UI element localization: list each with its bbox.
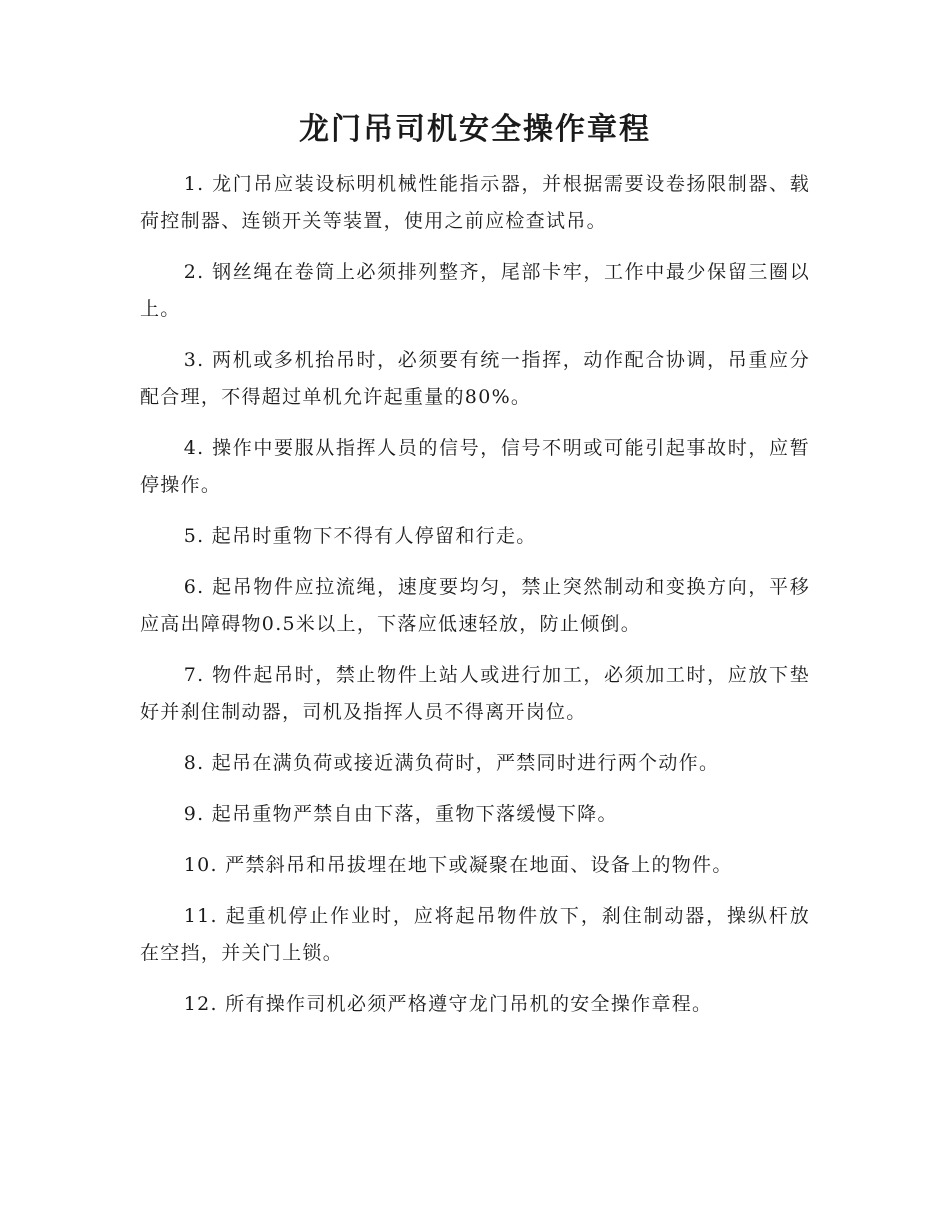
rule-item-9: 9. 起吊重物严禁自由下落，重物下落缓慢下降。 — [183, 803, 618, 825]
rule-item-11: 11. 起重机停止作业时，应将起吊物件放下，刹住制动器，操纵杆放在空挡，并关门上锁。 — [140, 905, 810, 964]
rule-item-7: 7. 物件起吊时，禁止物件上站人或进行加工，必须加工时，应放下垫好并刹住制动器，司机及指挥人员不得离开岗位。 — [140, 664, 810, 723]
rule-item-5: 5. 起吊时重物下不得有人停留和行走。 — [183, 525, 537, 547]
rule-item-4: 4. 操作中要服从指挥人员的信号，信号不明或可能引起事故时，应暂停操作。 — [140, 437, 810, 496]
rules-list — [140, 166, 810, 1037]
rule-item-6: 6. 起吊物件应拉流绳，速度要均匀，禁止突然制动和变换方向，平移应高出障碍物0.5米以上，下落应低速轻放，防止倾倒。 — [140, 576, 810, 635]
rule-item-10: 10. 严禁斜吊和吊拔埋在地下或凝聚在地面、设备上的物件。 — [183, 854, 733, 876]
rule-item-3: 3. 两机或多机抬吊时，必须要有统一指挥，动作配合协调，吊重应分配合理，不得超过单机允许起重量的80%。 — [140, 349, 810, 408]
rule-item-8: 8. 起吊在满负荷或接近满负荷时，严禁同时进行两个动作。 — [183, 752, 720, 774]
rule-item-1: 1. 龙门吊应装设标明机械性能指示器，并根据需要设卷扬限制器、载荷控制器、连锁开关等装置，使用之前应检查试吊。 — [140, 173, 810, 232]
document-title: 龙门吊司机安全操作章程 — [299, 112, 651, 147]
rule-item-12: 12. 所有操作司机必须严格遵守龙门吊机的安全操作章程。 — [183, 993, 713, 1015]
rule-item-2: 2. 钢丝绳在卷筒上必须排列整齐，尾部卡牢，工作中最少保留三圈以上。 — [140, 261, 810, 320]
